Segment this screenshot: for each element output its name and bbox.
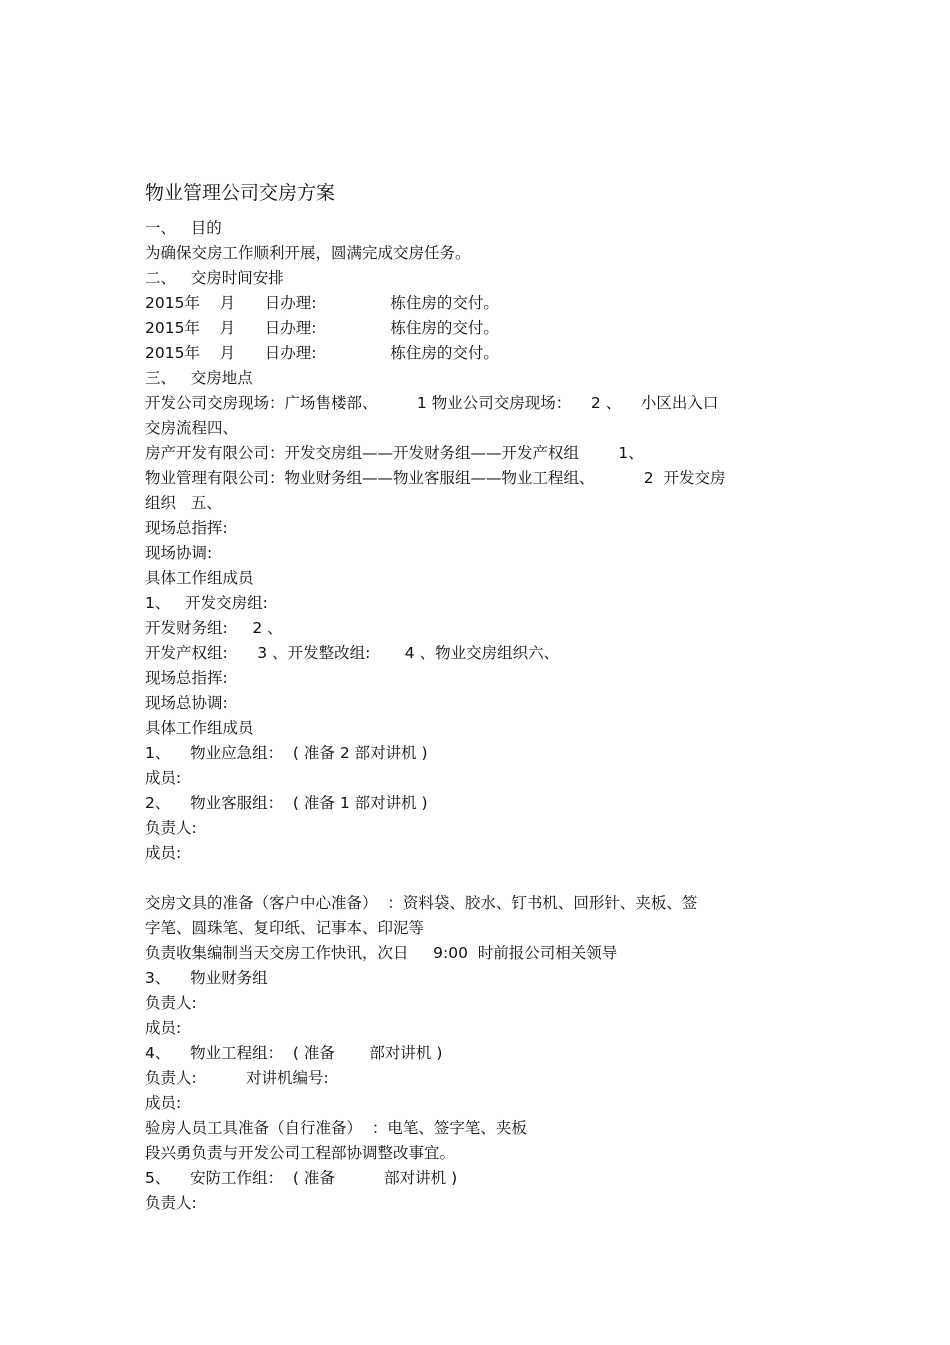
text-line: 为确保交房工作顺利开展，圆满完成交房任务。 [145, 244, 471, 262]
text-line: 2、 物业客服组： ( 准备 1 部对讲机 ) [145, 794, 428, 812]
text-line: 验房人员工具准备（自行准备） ：电笔、签字笔、夹板 [145, 1119, 527, 1137]
text-line: 2015年 月 日办理: 栋住房的交付。 [145, 319, 499, 337]
text-line: 1、 物业应急组： ( 准备 2 部对讲机 ) [145, 744, 428, 762]
text-line: 现场总指挥: [145, 519, 228, 537]
text-line: 交房流程四、 [145, 419, 239, 437]
document-title: 物业管理公司交房方案 [145, 182, 336, 204]
text-line: 字笔、圆珠笔、复印纸、记事本、印泥等 [145, 919, 425, 937]
blank-line [145, 866, 825, 891]
text-line: 段兴勇负责与开发公司工程部协调整改事宜。 [145, 1144, 456, 1162]
text-line: 组织 五、 [145, 494, 222, 512]
text-line: 5、 安防工作组： ( 准备 部对讲机 ) [145, 1169, 458, 1187]
text-line: 3、 物业财务组 [145, 969, 268, 987]
text-line: 现场协调: [145, 544, 213, 562]
text-line: 交房文具的准备（客户中心准备） ：资料袋、胶水、钉书机、回形针、夹板、签 [145, 894, 698, 912]
text-line: 负责人: [145, 819, 197, 837]
text-line: 开发公司交房现场：广场售楼部、 1 物业公司交房现场： 2 、 小区出入口 [145, 394, 719, 412]
text-line: 成员: [145, 1019, 182, 1037]
text-line: 负责人: [145, 1194, 197, 1212]
text-line: 具体工作组成员 [145, 569, 254, 587]
text-line: 房产开发有限公司：开发交房组——开发财务组——开发产权组 1、 [145, 444, 644, 462]
text-line: 开发财务组: 2 、 [145, 619, 283, 637]
text-line: 2015年 月 日办理: 栋住房的交付。 [145, 344, 499, 362]
text-line: 成员: [145, 844, 182, 862]
text-line: 2015年 月 日办理: 栋住房的交付。 [145, 294, 499, 312]
text-line: 一、 目的 [145, 219, 222, 237]
document-body [145, 216, 825, 1216]
text-line: 4、 物业工程组： ( 准备 部对讲机 ) [145, 1044, 443, 1062]
text-line: 负责人: [145, 994, 197, 1012]
text-line: 二、 交房时间安排 [145, 269, 284, 287]
text-line: 负责人: 对讲机编号: [145, 1069, 329, 1087]
text-line: 1、 开发交房组: [145, 594, 268, 612]
text-line: 负责收集编制当天交房工作快讯，次日 9:00 时前报公司相关领导 [145, 944, 618, 962]
text-line: 现场总指挥: [145, 669, 228, 687]
text-line: 物业管理有限公司：物业财务组——物业客服组——物业工程组、 2 开发交房 [145, 469, 726, 487]
text-line: 成员: [145, 769, 182, 787]
text-line: 开发产权组: 3 、开发整改组: 4 、物业交房组织六、 [145, 644, 560, 662]
text-line: 具体工作组成员 [145, 719, 254, 737]
text-line: 成员: [145, 1094, 182, 1112]
text-line: 现场总协调: [145, 694, 228, 712]
text-line: 三、 交房地点 [145, 369, 253, 387]
